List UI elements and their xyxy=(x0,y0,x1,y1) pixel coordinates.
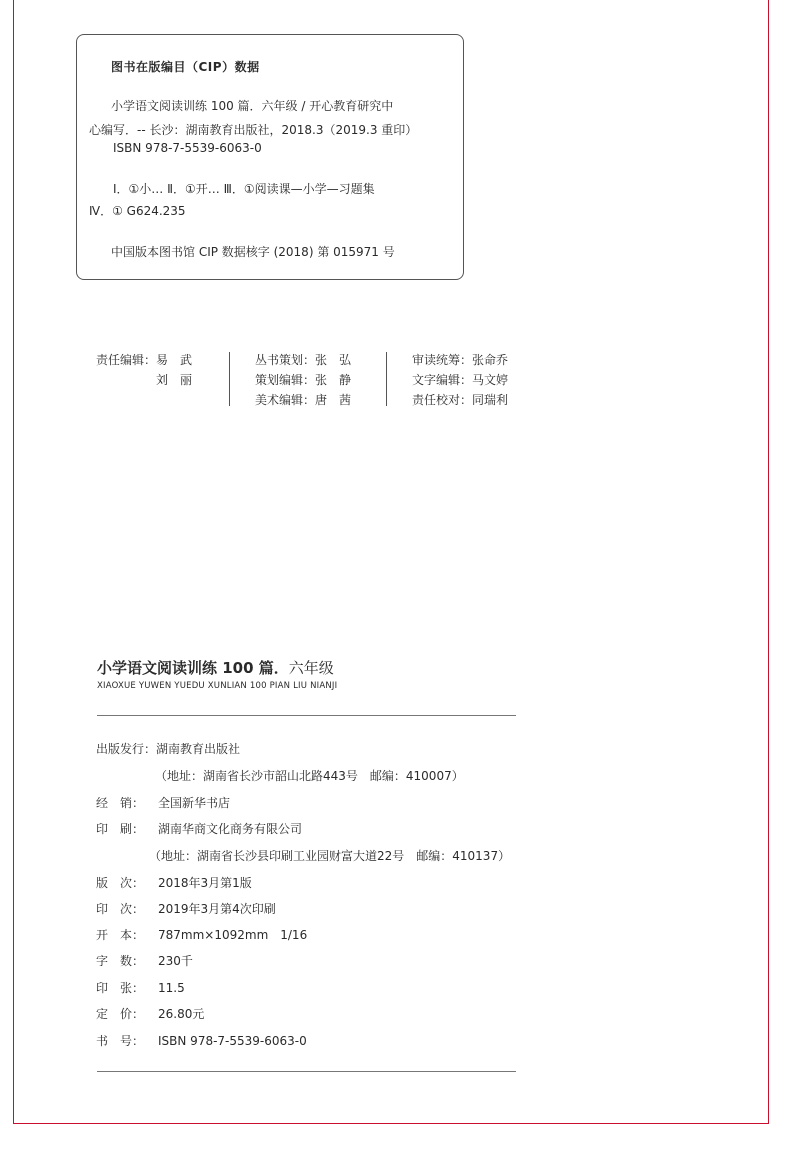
cip-title: 图书在版编目（CIP）数据 xyxy=(111,60,260,74)
impression-row xyxy=(96,900,276,917)
divider xyxy=(97,1071,516,1072)
impression-label: 印 次： xyxy=(96,902,145,916)
word-count-label: 字 数： xyxy=(96,954,145,968)
cip-data-box xyxy=(76,34,464,280)
publisher-row xyxy=(96,740,240,757)
isbn-row xyxy=(96,1032,307,1049)
staff-entry: 策划编辑：张 静 xyxy=(255,373,352,387)
distributor-value: 全国新华书店 xyxy=(158,796,231,810)
staff-entry: 丛书策划：张 弘 xyxy=(255,353,352,367)
impression-value: 2019年3月第4次印刷 xyxy=(158,902,276,916)
edition-row xyxy=(96,874,252,891)
publisher-label: 出版发行： xyxy=(96,742,157,756)
cip-line-1: 小学语文阅读训练 100 篇．六年级 / 开心教育研究中 xyxy=(111,99,394,113)
printer-row xyxy=(96,820,302,837)
book-grade: 六年级 xyxy=(288,659,334,677)
sheets-row xyxy=(96,979,185,996)
staff-column-2 xyxy=(255,350,351,410)
distributor-row xyxy=(96,794,230,811)
cip-isbn: ISBN 978-7-5539-6063-0 xyxy=(113,141,262,155)
divider xyxy=(229,352,230,406)
format-value: 787mm×1092mm 1/16 xyxy=(158,928,308,942)
divider xyxy=(97,715,516,716)
staff-entry: 责任校对：同瑞利 xyxy=(412,393,509,407)
staff-entry: 文字编辑：马文婷 xyxy=(412,373,509,387)
publisher-address: （地址：湖南省长沙市韶山北路443号 邮编：410007） xyxy=(155,769,464,783)
cip-classification: Ⅰ．①小… Ⅱ．①开… Ⅲ．①阅读课—小学—习题集 xyxy=(113,182,375,196)
isbn-value: ISBN 978-7-5539-6063-0 xyxy=(158,1034,307,1048)
word-count-value: 230千 xyxy=(158,954,193,968)
word-count-row xyxy=(96,952,193,969)
staff-entry: 美术编辑：唐 茜 xyxy=(255,393,352,407)
price-label: 定 价： xyxy=(96,1007,145,1021)
cip-line-2: 心编写．-- 长沙：湖南教育出版社，2018.3（2019.3 重印） xyxy=(89,123,418,137)
format-label: 开 本： xyxy=(96,928,145,942)
cip-class-number: Ⅳ．① G624.235 xyxy=(89,204,186,218)
sheets-label: 印 张： xyxy=(96,981,145,995)
printer-label: 印 刷： xyxy=(96,822,145,836)
isbn-label: 书 号： xyxy=(96,1034,145,1048)
format-row xyxy=(96,926,307,943)
staff-entry: 审读统筹：张命乔 xyxy=(412,353,509,367)
book-title-pinyin: XIAOXUE YUWEN YUEDU XUNLIAN 100 PIAN LIU NIANJI xyxy=(97,681,338,691)
price-row xyxy=(96,1005,204,1022)
staff-column-1 xyxy=(96,350,192,390)
staff-column-3 xyxy=(412,350,508,410)
book-title xyxy=(97,657,334,678)
cip-record-number: 中国版本图书馆 CIP 数据核字 (2018) 第 015971 号 xyxy=(111,245,395,259)
distributor-label: 经 销： xyxy=(96,796,145,810)
printer-value: 湖南华商文化商务有限公司 xyxy=(158,822,303,836)
edition-label: 版 次： xyxy=(96,876,145,890)
edition-value: 2018年3月第1版 xyxy=(158,876,252,890)
price-value: 26.80元 xyxy=(158,1007,205,1021)
printer-address: （地址：湖南省长沙县印刷工业园财富大道22号 邮编：410137） xyxy=(149,849,511,863)
book-title-main: 小学语文阅读训练 100 篇． xyxy=(97,659,289,677)
staff-entry: 刘 丽 xyxy=(96,373,193,387)
sheets-value: 11.5 xyxy=(158,981,185,995)
publisher-value: 湖南教育出版社 xyxy=(156,742,241,756)
staff-entry: 责任编辑：易 武 xyxy=(96,353,193,367)
divider xyxy=(386,352,387,406)
